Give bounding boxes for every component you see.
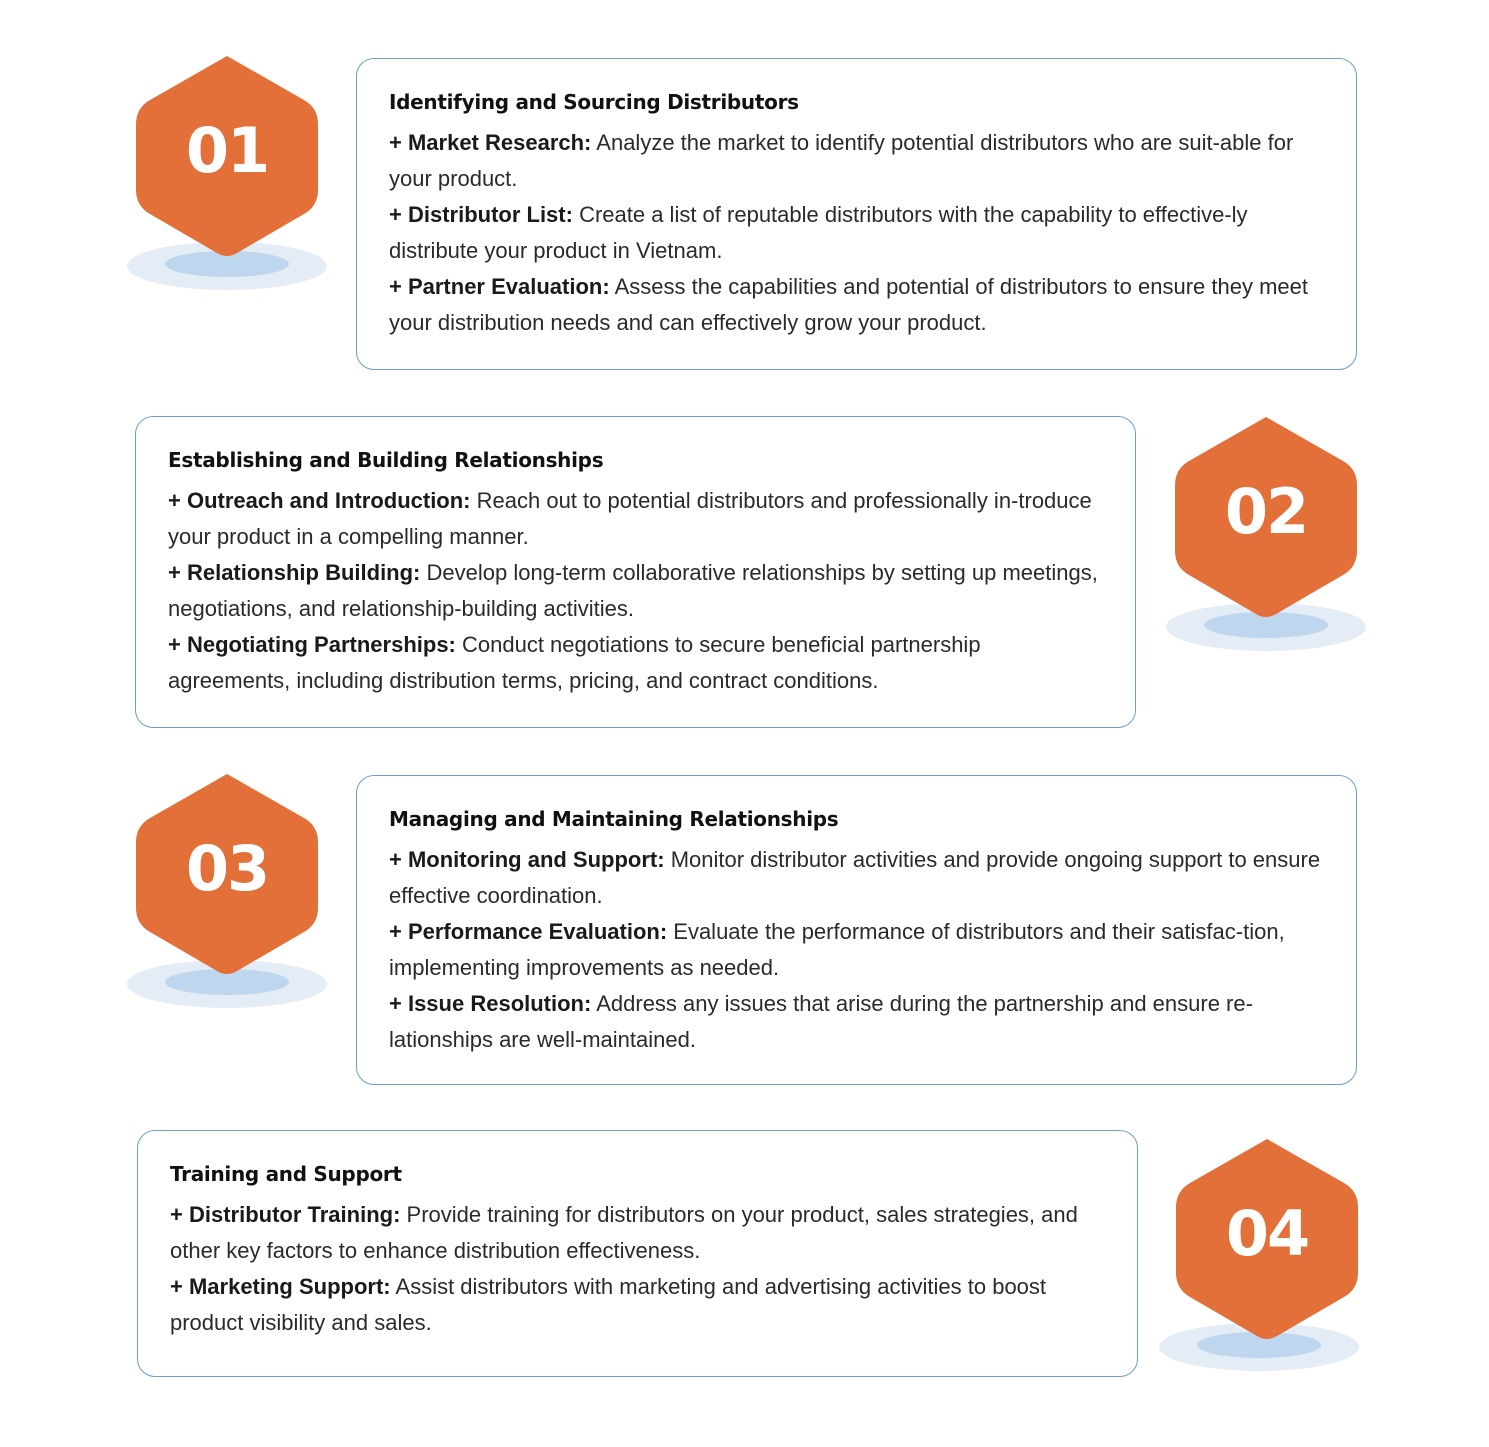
- item-term: + Market Research:: [389, 130, 592, 155]
- item-term: + Monitoring and Support:: [389, 847, 665, 872]
- item-text: Analyze the market to identify potential distributors who are suit-able for your product.: [389, 130, 1294, 191]
- step-card-04: [137, 1130, 1138, 1377]
- step-number: 01: [185, 114, 269, 187]
- item-text: Evaluate the performance of distributors and their satisfac-tion, implementing improvements as needed.: [389, 919, 1285, 980]
- item-text: Assist distributors with marketing and advertising activities to boost product visibility and sales.: [170, 1274, 1047, 1335]
- step-card-02: [135, 416, 1136, 728]
- item-text: Monitor distributor activities and provide ongoing support to ensure effective coordination.: [389, 847, 1321, 908]
- item-term: + Partner Evaluation:: [389, 274, 610, 299]
- list-item: [168, 627, 1105, 699]
- list-item: [389, 125, 1326, 197]
- step-badge-02: [1163, 415, 1369, 655]
- step-number: 03: [185, 832, 269, 905]
- step-title: Identifying and Sourcing Distributors: [389, 90, 799, 114]
- item-term: + Distributor List:: [389, 202, 573, 227]
- step-items: [389, 842, 1326, 1058]
- item-text: Assess the capabilities and potential of distributors to ensure they meet your distribution needs and can effectively grow your product.: [389, 274, 1308, 335]
- step-title: Establishing and Building Relationships: [168, 448, 604, 472]
- item-text: Reach out to potential distributors and professionally in-troduce your product in a compelling manner.: [168, 488, 1092, 549]
- step-items: [170, 1197, 1107, 1341]
- item-term: + Issue Resolution:: [389, 991, 592, 1016]
- item-term: + Performance Evaluation:: [389, 919, 668, 944]
- list-item: [389, 914, 1326, 986]
- list-item: [389, 269, 1326, 341]
- item-term: + Relationship Building:: [168, 560, 421, 585]
- item-term: + Marketing Support:: [170, 1274, 391, 1299]
- item-text: Create a list of reputable distributors with the capability to effective-ly distribute your product in Vietnam.: [389, 202, 1248, 263]
- item-text: Address any issues that arise during the partnership and ensure re-lationships are well-maintained.: [389, 991, 1253, 1052]
- item-text: Develop long-term collaborative relationships by setting up meetings, negotiations, and relationship-building activities.: [168, 560, 1098, 621]
- list-item: [389, 842, 1326, 914]
- list-item: [170, 1269, 1107, 1341]
- step-number: 04: [1225, 1197, 1309, 1270]
- step-badge-01: [124, 54, 330, 294]
- step-card-03: [356, 775, 1357, 1085]
- list-item: [168, 483, 1105, 555]
- step-items: [168, 483, 1105, 699]
- step-badge-03: [124, 772, 330, 1012]
- list-item: [168, 555, 1105, 627]
- item-text: Provide training for distributors on your product, sales strategies, and other key factors to enhance distribution effectiveness.: [170, 1202, 1078, 1263]
- item-term: + Outreach and Introduction:: [168, 488, 471, 513]
- list-item: [389, 986, 1326, 1058]
- step-title: Managing and Maintaining Relationships: [389, 807, 839, 831]
- list-item: [389, 197, 1326, 269]
- item-text: Conduct negotiations to secure beneficial partnership agreements, including distribution terms, pricing, and contract conditions.: [168, 632, 981, 693]
- item-term: + Distributor Training:: [170, 1202, 401, 1227]
- step-title: Training and Support: [170, 1162, 402, 1186]
- step-badge-04: [1156, 1137, 1362, 1377]
- step-items: [389, 125, 1326, 341]
- item-term: + Negotiating Partnerships:: [168, 632, 456, 657]
- step-card-01: [356, 58, 1357, 370]
- step-number: 02: [1224, 475, 1308, 548]
- list-item: [170, 1197, 1107, 1269]
